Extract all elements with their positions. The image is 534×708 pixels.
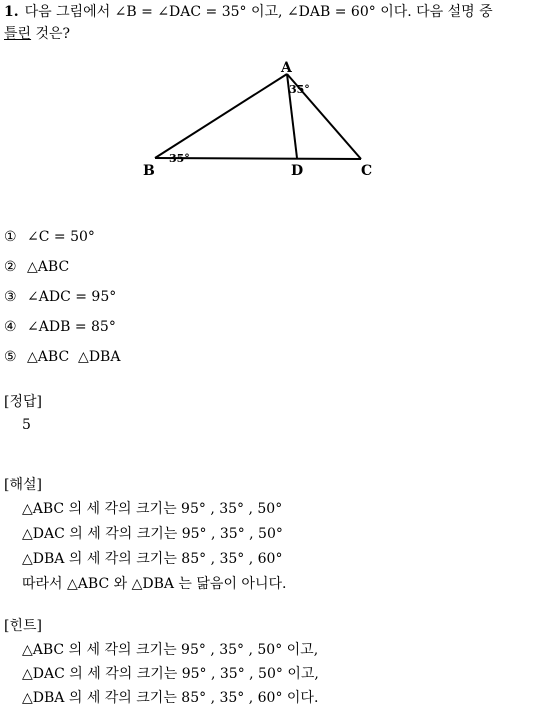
explanation-line: 따라서 △ABC 와 △DBA 는 닮음이 아니다. bbox=[22, 576, 287, 592]
triangle-figure bbox=[0, 55, 534, 185]
segment-ab bbox=[155, 74, 287, 158]
hint-heading: [힌트] bbox=[4, 618, 42, 634]
choice-mark: ⑤ bbox=[4, 349, 17, 365]
choice-2 bbox=[4, 257, 69, 277]
explanation-line: △DAC 의 세 각의 크기는 95° , 35° , 50° bbox=[22, 526, 283, 542]
hint-line: △DBA 의 세 각의 크기는 85° , 35° , 60° 이다. bbox=[22, 690, 319, 706]
choice-mark: ② bbox=[4, 259, 17, 275]
choice-text: △ABC △DBA bbox=[27, 349, 121, 365]
problem-number: 1. bbox=[4, 4, 19, 20]
choice-text: ∠ADB = 85° bbox=[27, 319, 116, 335]
choice-mark: ④ bbox=[4, 319, 17, 335]
hint-line: △DAC 의 세 각의 크기는 95° , 35° , 50° 이고, bbox=[22, 666, 319, 682]
choice-text: ∠C = 50° bbox=[27, 229, 95, 245]
explanation-line: △ABC 의 세 각의 크기는 95° , 35° , 50° bbox=[22, 501, 283, 517]
choice-text: ∠ADC = 95° bbox=[27, 289, 117, 305]
problem-underlined-word: 틀린 bbox=[4, 26, 32, 42]
vertex-label-b: B bbox=[143, 163, 155, 179]
choice-mark: ③ bbox=[4, 289, 17, 305]
answer-heading: [정답] bbox=[4, 394, 42, 410]
problem-text-1: 다음 그림에서 ∠B = ∠DAC = 35° 이고, ∠DAB = 60° 이다. 다음 설명 중 bbox=[24, 4, 493, 20]
problem-line-2 bbox=[4, 24, 70, 44]
choice-text: △ABC bbox=[27, 259, 70, 275]
explanation-line: △DBA 의 세 각의 크기는 85° , 35° , 60° bbox=[22, 551, 283, 567]
hint-line: △ABC 의 세 각의 크기는 95° , 35° , 50° 이고, bbox=[22, 642, 319, 658]
choice-4 bbox=[4, 317, 116, 337]
vertex-label-d: D bbox=[291, 163, 304, 179]
problem-line-1 bbox=[4, 2, 493, 22]
angle-label-b: 35° bbox=[169, 152, 190, 165]
choice-3 bbox=[4, 287, 116, 307]
answer-value: 5 bbox=[22, 417, 31, 433]
problem-text-2: 것은? bbox=[31, 26, 71, 42]
vertex-label-a: A bbox=[281, 60, 292, 76]
angle-label-dac: 35° bbox=[289, 83, 310, 96]
choice-1 bbox=[4, 227, 95, 247]
vertex-label-c: C bbox=[361, 163, 373, 179]
choice-5 bbox=[4, 347, 120, 367]
explanation-heading: [해설] bbox=[4, 477, 42, 493]
choice-mark: ① bbox=[4, 229, 17, 245]
